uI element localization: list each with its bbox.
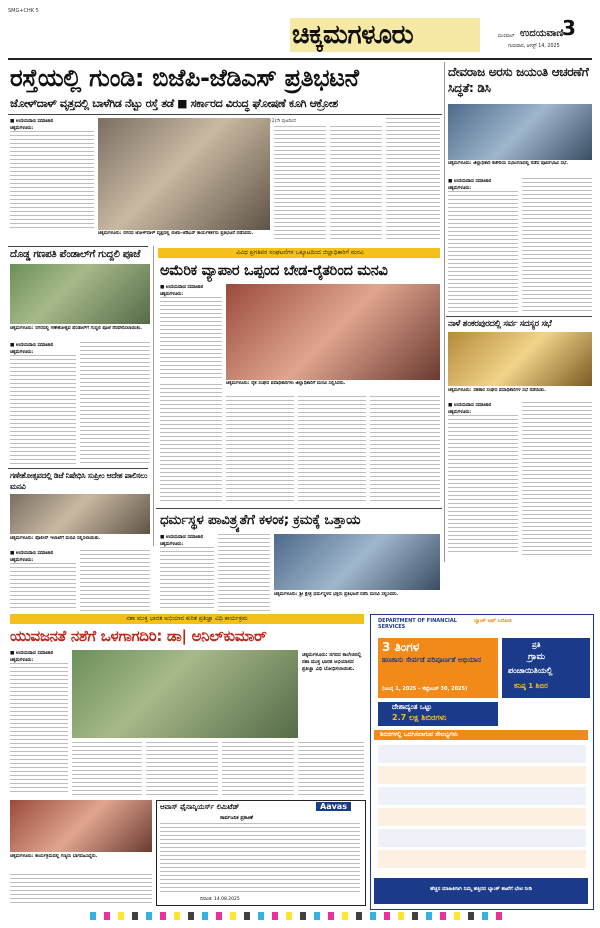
gangadhara-byline: ■ ಉದಯವಾಣಿ ಸಮಾಚಾರ [10,551,54,556]
bank-period: (ಜುಲೈ 1, 2025 – ಸೆಪ್ಟೆಂಬರ್ 30, 2025) [382,686,468,692]
bottom-left-text [10,874,152,904]
america-text-col1 [160,297,222,379]
ganapati-caption: ಚಿಕ್ಕಮಗಳೂರು: ನಗರದಲ್ಲಿ ಗಣೇಶೋತ್ಸವ ಪೆಂಡಾಲ್‌ಗೆ ಗುದ್ದಲಿ ಪೂಜೆ ನೆರವೇರಿಸಲಾಯಿತು. [10,326,143,331]
america-text-col5 [370,396,440,504]
youth-kicker: ನಶಾ ಮುಕ್ತ ಭಾರತ ಅಭಿಯಾನ ಕುರಿತ ಪ್ರತಿಜ್ಞಾ ವಿಧಿ ಕಾರ್ಯಕ್ರಮ [126,615,248,622]
sakrebail-photo [448,332,592,386]
gangadhara-rule [8,468,148,469]
gangadhara-caption: ಚಿಕ್ಕಮಗಳೂರು: ಪೊಲೀಸ್ ಇಲಾಖೆಗೆ ಮನವಿ ಸಲ್ಲಿಸಲಾಯಿತು. [10,536,101,541]
center-column-rule [153,246,154,546]
bank-side-4: ಕನಿಷ್ಠ 1 ಶಿಬಿರ [514,682,548,690]
lead-text-col4 [386,118,440,242]
aavas-body [160,823,360,893]
sakrebail-text-col1 [448,415,518,555]
dharmasthala-caption: ಚಿಕ್ಕಮಗಳೂರು: ಶ್ರೀ ಕ್ಷೇತ್ರ ಧರ್ಮಸ್ಥಳದ ಭಕ್ತರು ಪ್ರತಿಭಟನೆ ನಡೆಸಿ ಮನವಿ ಸಲ್ಲಿಸಿದರು. [274,592,399,597]
gangadhara-headline: ಗಣೇಶೋತ್ಸವದಲ್ಲಿ ಡಿಜೆ ನಿಷೇಧಿಸಿ ಸುಪ್ರೀಂ ಆದೇಶ ಪಾಲಿಸಲು ಮನವಿ [10,471,148,491]
right-top-byline: ■ ಉದಯವಾಣಿ ಸಮಾಚಾರ [448,179,492,184]
bank-side-2: ಗ್ರಾಮ [528,652,546,662]
bottom-left-photo [10,800,152,852]
america-dateline: ಚಿಕ್ಕಮಗಳೂರು: [160,292,184,297]
lead-text-col3 [330,126,382,242]
header-rule [8,58,592,60]
right-top-text-col1 [448,191,518,313]
lead-photo [98,118,270,230]
america-photo [226,284,440,380]
lead-byline: ■ ಉದಯವಾಣಿ ಸಮಾಚಾರ [10,119,54,124]
dharmasthala-headline: ಧರ್ಮಸ್ಥಳ ಪಾವಿತ್ರ್ಯತೆಗೆ ಕಳಂಕ; ಕ್ರಮಕ್ಕೆ ಒತ್ತಾಯ [160,512,361,528]
lead-subhead: ಜೋಳ್‌ದಾಳ್ ವೃತ್ತದಲ್ಲಿ ಬಾಳೆಗಿಡ ನೆಟ್ಟು ರಸ್ತೆ ತಡೆ ■ ಸರ್ಕಾರದ ವಿರುದ್ಧ ಘೋಷಣೆ ಕೂಗಿ ಆಕ್ರೋಶ [10,97,338,110]
ganapati-photo [10,264,150,324]
sakrebail-dateline: ಚಿಕ್ಕಮಗಳೂರು: [448,410,472,415]
bank-banner-2: 2.7 ಲಕ್ಷ ಶಿಬಿರಗಳು [392,713,447,722]
district-title: ಚಿಕ್ಕಮಗಳೂರು [292,20,414,50]
bank-service-row-3 [378,787,586,805]
aavas-notice: ಸಾರ್ವಜನಿಕ ಪ್ರಕಟಣೆ [220,815,253,821]
sakrebail-rule [446,316,592,317]
bank-brand: ಬ್ಯಾಂಕ್ ಆಫ್ ಬರೋಡ [474,618,512,624]
bank-service-row-1 [378,745,586,763]
bank-service-row-4 [378,808,586,826]
right-top-headline: ದೇವರಾಜ ಅರಸು ಜಯಂತಿ ಆಚರಣೆಗೆ ಸಿದ್ಧತೆ: ಡಿಸಿ [448,65,589,95]
right-top-dateline: ಚಿಕ್ಕಮಗಳೂರು: [448,186,472,191]
ganapati-dateline: ಚಿಕ್ಕಮಗಳೂರು: [10,350,34,355]
america-byline: ■ ಉದಯವಾಣಿ ಸಮಾಚಾರ [160,285,204,290]
america-kicker: ವಿವಿಧ ಪ್ರಗತಿಪರ ಸಂಘಟನೆಗಳ ಒಕ್ಕೂಟದಿಂದ ಜಿಲ್ಲಾಧಿಕಾರಿಗೆ ಮನವಿ [236,249,364,256]
sakrebail-text-col2 [522,402,592,555]
dharmasthala-text-col2 [218,534,270,611]
lead-dateline: ಚಿಕ್ಕಮಗಳೂರು: [10,126,34,131]
dharmasthala-dateline: ಚಿಕ್ಕಮಗಳೂರು: [160,542,184,547]
right-top-photo [448,104,592,160]
youth-side-caption: ಚಿಕ್ಕಮಗಳೂರು: ನಗರದ ಕಾಲೇಜಿನಲ್ಲಿ ನಶಾ ಮುಕ್ತ ಭಾರತ ಅಭಿಯಾನದ ಪ್ರತಿಜ್ಞಾ ವಿಧಿ ಬೋಧಿಸಲಾಯಿತು. [302,652,362,672]
page-number: 3 [562,16,576,40]
right-top-caption: ಚಿಕ್ಕಮಗಳೂರು: ಜಿಲ್ಲಾಧಿಕಾರಿ ಕಚೇರಿಯ ಸಭಾಂಗಣದಲ್ಲಿ ನಡೆದ ಪೂರ್ವಭಾವಿ ಸಭೆ. [448,161,569,166]
bank-side-3: ಪಂಚಾಯಿತಿಯಲ್ಲಿ [508,666,553,675]
gangadhara-photo [10,494,150,534]
edition-tag: SMG+CHK 5 [8,8,39,14]
gangadhara-dateline: ಚಿಕ್ಕಮಗಳೂರು: [10,558,34,563]
lead-text-col2 [274,126,326,242]
gangadhara-text-col1 [10,563,76,611]
paper-prefix: ಮಣಿಪಾಲ್ [498,34,515,39]
lead-subhead-rule [8,114,442,115]
bank-headline-1: 3 ತಿಂಗಳ [382,640,420,654]
bank-banner-1: ದೇಶಾದ್ಯಂತ ಒಟ್ಟು [392,703,432,711]
bank-side-1: ಪ್ರತಿ [532,641,541,649]
america-text-col3 [226,396,294,504]
ganapati-byline: ■ ಉದಯವಾಣಿ ಸಮಾಚಾರ [10,343,54,348]
america-headline: ಅಮೆರಿಕ ವ್ಯಾಪಾರ ಒಪ್ಪಂದ ಬೇಡ-ರೈತರಿಂದ ಮನವಿ [160,263,388,279]
issue-date: ಗುರುವಾರ, ಆಗಸ್ಟ್ 14, 2025 [508,44,560,49]
bank-services-title: ಶಿಬಿರಗಳಲ್ಲಿ ಒದಗಿಸಲಾಗುವ ಸೌಲಭ್ಯಗಳು [380,731,458,738]
sakrebail-headline: ನಾಳೆ ಶಂಕರಪುರದಲ್ಲಿ ಸರ್ವ ಸದಸ್ಯರ ಸಭೆ [448,319,552,329]
ganapati-text-col1 [10,355,76,465]
america-caption: ಚಿಕ್ಕಮಗಳೂರು: ರೈತ ಸಂಘದ ಪದಾಧಿಕಾರಿಗಳು ಜಿಲ್ಲಾಧಿಕಾರಿಗೆ ಮನವಿ ಸಲ್ಲಿಸಿದರು. [226,381,346,386]
aavas-company: ಆವಾಸ್ ಫೈನಾನ್ಶಿಯರ್ಸ್ ಲಿಮಿಟೆಡ್ [160,803,240,811]
america-text-col4 [298,396,366,504]
right-column-rule [444,62,445,562]
bank-service-row-2 [378,766,586,784]
youth-photo [72,650,298,738]
gangadhara-text-col2 [80,550,150,611]
lead-mid-label: (2)ನೇ ಪುಟದಿಂದ [270,119,297,124]
bank-footer: ಹೆಚ್ಚಿನ ಮಾಹಿತಿಗಾಗಿ ನಿಮ್ಮ ಹತ್ತಿರದ ಬ್ಯಾಂಕ್ ಶಾಖೆಗೆ ಭೇಟಿ ನೀಡಿ [430,886,532,892]
youth-text-col5 [298,742,364,797]
aavas-logo: Aavas [316,802,351,811]
lead-headline: ರಸ್ತೆಯಲ್ಲಿ ಗುಂಡಿ: ಬಿಜೆಪಿ-ಜೆಡಿಎಸ್ ಪ್ರತಿಭಟನೆ [10,64,359,92]
america-text-col2 [160,384,222,504]
ganapati-text-col2 [80,342,150,465]
sakrebail-byline: ■ ಉದಯವಾಣಿ ಸಮಾಚಾರ [448,403,492,408]
dharmasthala-byline: ■ ಉದಯವಾಣಿ ಸಮಾಚಾರ [160,535,204,540]
print-color-marks [90,912,510,920]
dharmasthala-text-col1 [160,547,214,611]
youth-dateline: ಚಿಕ್ಕಮಗಳೂರು: [10,658,34,663]
ganapati-headline: ದೊಡ್ಡ ಗಣಪತಿ ಪೆಂಡಾಲ್‌ಗೆ ಗುದ್ದಲಿ ಪೂಜೆ [10,249,141,260]
right-top-text-col2 [522,178,592,313]
dharmasthala-rule [156,508,442,509]
youth-headline: ಯುವಜನತೆ ನಶೆಗೆ ಒಳಗಾಗದಿರಿ: ಡಾ| ಅನಿಲ್‌ಕುಮಾರ್ [10,627,267,645]
bank-service-row-6 [378,850,586,868]
bank-headline-2: ಹಣಕಾಸು ಸೇರ್ಪಡೆ ಪರಿಪೂರ್ಣತೆ ಅಭಿಯಾನ [382,656,482,664]
bottom-left-caption: ಚಿಕ್ಕಮಗಳೂರು: ಕಾರ್ಯಕ್ರಮದಲ್ಲಿ ಗಣ್ಯರು ಭಾಗವಹಿಸಿದ್ದರು. [10,854,98,859]
bank-service-row-5 [378,829,586,847]
youth-text-col4 [222,742,294,797]
sakrebail-caption: ಚಿಕ್ಕಮಗಳೂರು: ಸಹಕಾರ ಸಂಘದ ಪದಾಧಿಕಾರಿಗಳ ಸಭೆ ನಡೆಯಿತು. [448,388,546,393]
paper-name: ಉದಯವಾಣಿ [520,28,564,39]
lead-photo-caption: ಚಿಕ್ಕಮಗಳೂರು: ನಗರದ ಜೋಳ್‌ದಾಳ್ ವೃತ್ತದಲ್ಲಿ ಬಿಜೆಪಿ-ಜೆಡಿಎಸ್ ಕಾರ್ಯಕರ್ತರು ಪ್ರತಿಭಟನೆ ನಡೆಸಿದರು. [98,231,254,236]
aavas-date: ದಿನಾಂಕ: 14.08.2025 [200,897,240,902]
youth-byline: ■ ಉದಯವಾಣಿ ಸಮಾಚಾರ [10,651,54,656]
ganapati-rule [8,246,148,247]
youth-text-col1 [10,663,68,793]
youth-text-col3 [146,742,218,797]
youth-text-col2 [72,742,142,797]
bank-dept: DEPARTMENT OF FINANCIAL SERVICES [378,618,457,630]
lead-text-col1 [10,131,94,229]
dharmasthala-photo [274,534,440,590]
